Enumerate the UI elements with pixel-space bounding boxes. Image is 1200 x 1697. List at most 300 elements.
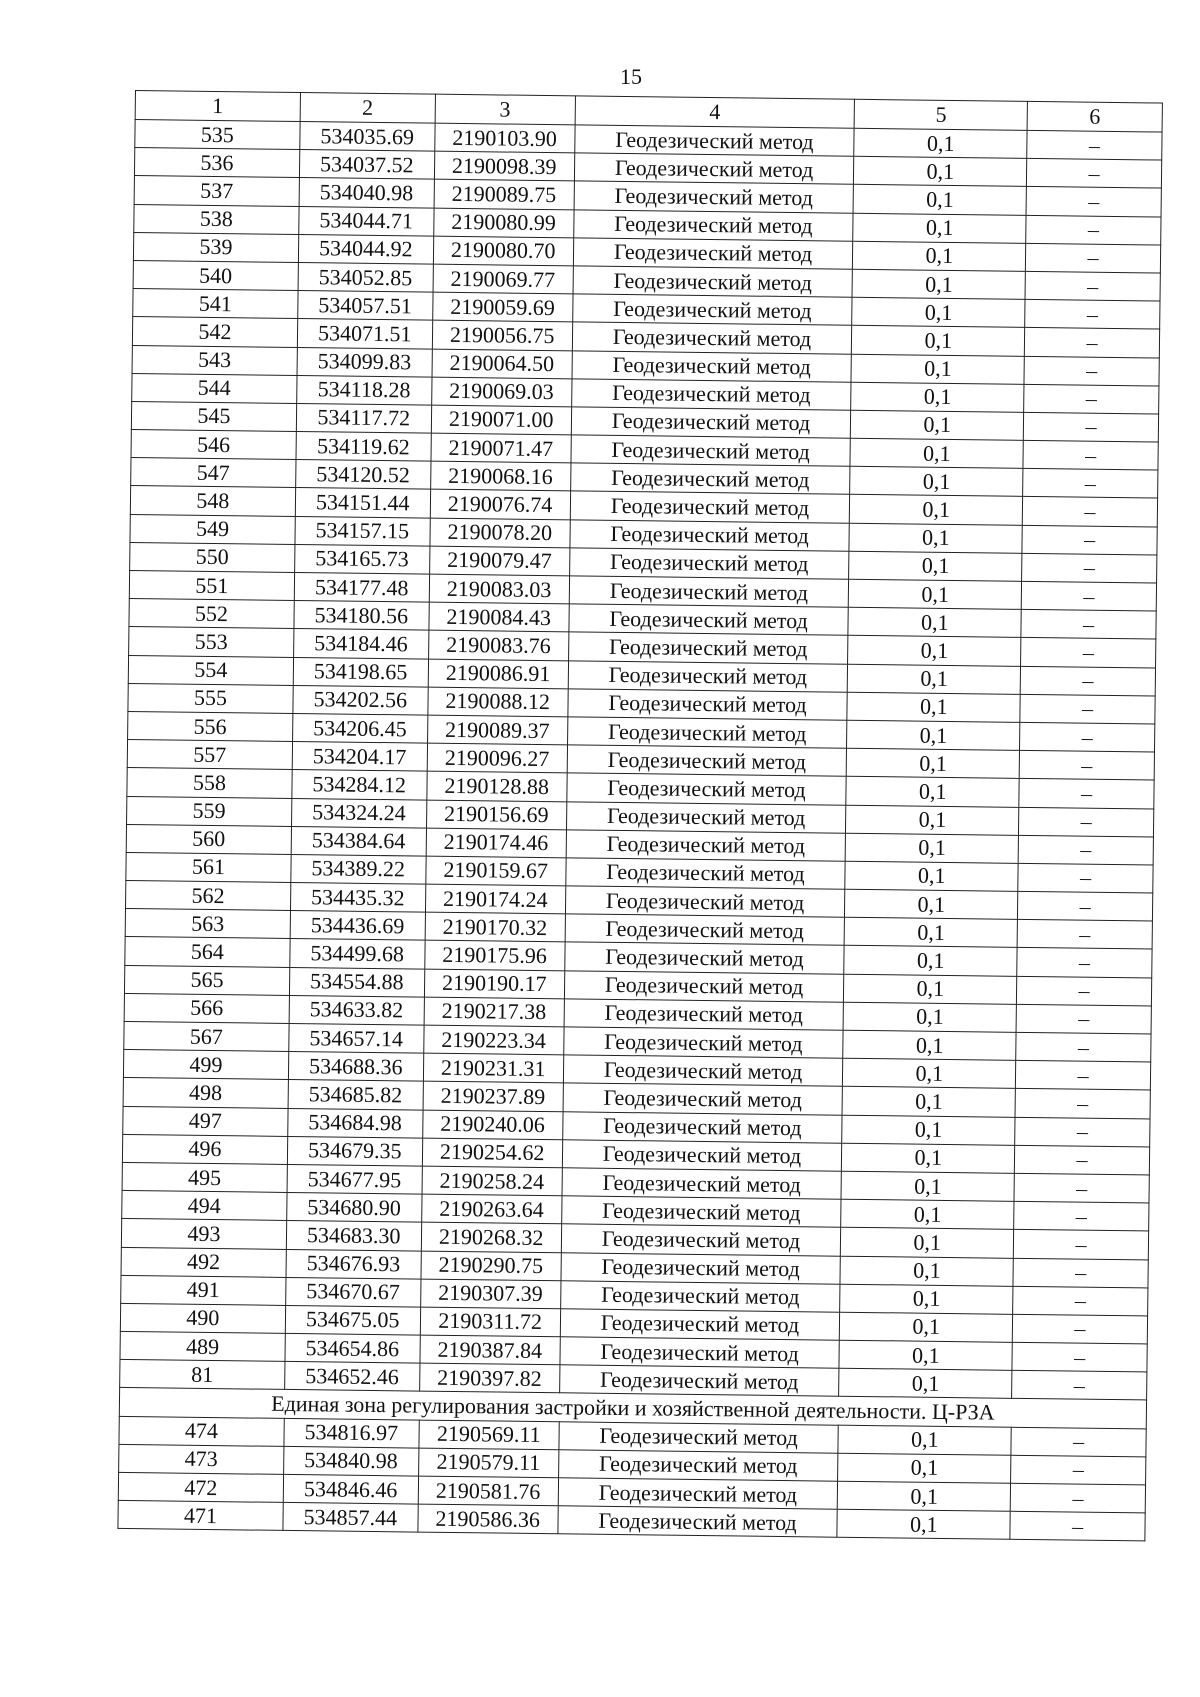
coord-y: 2190311.72 [420, 1307, 560, 1337]
coord-y: 2190579.11 [418, 1448, 558, 1478]
accuracy-cell: 0,1 [850, 467, 1023, 497]
method-cell: Геодезический метод [560, 1280, 840, 1312]
main-rows [120, 120, 1162, 1401]
point-number: 546 [131, 430, 296, 460]
accuracy-cell: 0,1 [843, 1058, 1016, 1088]
note-cell: – [1014, 1145, 1149, 1175]
coord-x: 534120.52 [295, 460, 430, 490]
coord-x: 534202.56 [293, 685, 428, 715]
method-cell: Геодезический метод [573, 266, 853, 298]
note-cell: – [1011, 1455, 1146, 1485]
method-cell: Геодезический метод [573, 238, 853, 270]
accuracy-cell: 0,1 [844, 974, 1017, 1004]
accuracy-cell: 0,1 [851, 410, 1024, 440]
point-number: 553 [129, 627, 294, 657]
coord-x: 534840.98 [283, 1446, 418, 1476]
accuracy-cell: 0,1 [841, 1228, 1014, 1258]
coord-y: 2190059.69 [432, 292, 572, 322]
accuracy-cell: 0,1 [839, 1368, 1012, 1398]
point-number: 566 [124, 993, 289, 1023]
coord-y: 2190086.91 [428, 659, 568, 689]
note-cell: – [1015, 1117, 1150, 1147]
coord-x: 534384.64 [291, 826, 426, 856]
coord-y: 2190175.96 [424, 941, 564, 971]
note-cell: – [1023, 412, 1158, 442]
note-cell: – [1021, 581, 1156, 611]
coord-y: 2190089.75 [434, 180, 574, 210]
accuracy-cell: 0,1 [849, 579, 1022, 609]
coord-y: 2190084.43 [429, 602, 569, 632]
coord-x: 534165.73 [294, 544, 429, 574]
accuracy-cell: 0,1 [838, 1453, 1011, 1483]
coord-y: 2190069.03 [431, 377, 571, 407]
coord-x: 534675.05 [285, 1305, 420, 1335]
accuracy-cell: 0,1 [847, 720, 1020, 750]
accuracy-cell: 0,1 [851, 382, 1024, 412]
note-cell: – [1026, 187, 1161, 217]
coord-y: 2190174.46 [426, 828, 566, 858]
point-number: 564 [125, 937, 290, 967]
coord-x: 534052.85 [298, 262, 433, 292]
method-cell: Геодезический метод [562, 1140, 842, 1172]
note-cell: – [1013, 1286, 1148, 1316]
coord-y: 2190581.76 [418, 1476, 558, 1506]
method-cell: Геодезический метод [566, 830, 846, 862]
coord-x: 534680.90 [286, 1193, 421, 1223]
method-cell: Геодезический метод [561, 1224, 841, 1256]
note-cell: – [1019, 807, 1154, 837]
method-cell: Геодезический метод [560, 1309, 840, 1341]
accuracy-cell: 0,1 [853, 241, 1026, 271]
coord-x: 534816.97 [284, 1418, 419, 1448]
accuracy-cell: 0,1 [852, 297, 1025, 327]
accuracy-cell: 0,1 [837, 1509, 1010, 1539]
note-cell: – [1026, 243, 1161, 273]
coord-y: 2190079.47 [429, 546, 569, 576]
coord-y: 2190083.76 [428, 631, 568, 661]
coord-y: 2190268.32 [421, 1222, 561, 1252]
coord-x: 534198.65 [293, 657, 428, 687]
point-number: 547 [131, 458, 296, 488]
method-cell: Геодезический метод [566, 801, 846, 833]
point-number: 562 [125, 881, 290, 911]
coord-x: 534435.32 [290, 883, 425, 913]
note-cell: – [1020, 666, 1155, 696]
coord-x: 534157.15 [295, 516, 430, 546]
note-cell: – [1014, 1201, 1149, 1231]
note-cell: – [1014, 1173, 1149, 1203]
coord-y: 2190064.50 [432, 349, 572, 379]
point-number: 490 [120, 1303, 285, 1333]
method-cell: Геодезический метод [570, 491, 850, 523]
coord-x: 534117.72 [296, 403, 431, 433]
method-cell: Геодезический метод [558, 1506, 838, 1538]
coord-x: 534389.22 [291, 854, 426, 884]
point-number: 491 [121, 1275, 286, 1305]
method-cell: Геодезический метод [564, 942, 844, 974]
method-cell: Геодезический метод [572, 322, 852, 354]
note-cell: – [1027, 130, 1162, 160]
note-cell: – [1024, 356, 1159, 386]
note-cell: – [1026, 215, 1161, 245]
point-number: 496 [122, 1134, 287, 1164]
method-cell: Геодезический метод [563, 1055, 843, 1087]
coord-y: 2190290.75 [421, 1251, 561, 1281]
note-cell: – [1024, 328, 1159, 358]
accuracy-cell: 0,1 [854, 128, 1027, 158]
method-cell: Геодезический метод [569, 548, 849, 580]
accuracy-cell: 0,1 [843, 1030, 1016, 1060]
method-cell: Геодезический метод [559, 1421, 839, 1453]
point-number: 552 [129, 599, 294, 629]
point-number: 538 [134, 204, 299, 234]
header-cell: 5 [854, 99, 1027, 130]
coord-x: 534177.48 [294, 572, 429, 602]
point-number: 498 [123, 1078, 288, 1108]
accuracy-cell: 0,1 [848, 607, 1021, 637]
method-cell: Геодезический метод [565, 886, 845, 918]
coord-x: 534284.12 [292, 770, 427, 800]
method-cell: Геодезический метод [564, 999, 844, 1031]
note-cell: – [1023, 440, 1158, 470]
point-number: 489 [120, 1331, 285, 1361]
point-number: 492 [121, 1247, 286, 1277]
note-cell: – [1017, 920, 1152, 950]
point-number: 548 [130, 486, 295, 516]
note-cell: – [1012, 1371, 1147, 1401]
accuracy-cell: 0,1 [851, 354, 1024, 384]
method-cell: Геодезический метод [565, 914, 845, 946]
coord-y: 2190089.37 [427, 715, 567, 745]
method-cell: Геодезический метод [568, 660, 848, 692]
method-cell: Геодезический метод [574, 153, 854, 185]
accuracy-cell: 0,1 [847, 692, 1020, 722]
coord-x: 534679.35 [287, 1136, 422, 1166]
point-number: 545 [131, 401, 296, 431]
point-number: 540 [133, 260, 298, 290]
note-cell: – [1012, 1314, 1147, 1344]
method-cell: Геодезический метод [569, 576, 849, 608]
accuracy-cell: 0,1 [852, 326, 1025, 356]
coord-x: 534035.69 [300, 122, 435, 152]
coord-y: 2190170.32 [425, 912, 565, 942]
point-number: 550 [130, 542, 295, 572]
point-number: 551 [129, 570, 294, 600]
header-cell: 2 [300, 93, 435, 124]
point-number: 472 [118, 1472, 283, 1502]
point-number: 558 [127, 768, 292, 798]
accuracy-cell: 0,1 [845, 861, 1018, 891]
note-cell: – [1027, 159, 1162, 189]
coord-y: 2190174.24 [425, 884, 565, 914]
coord-y: 2190068.16 [430, 461, 570, 491]
method-cell: Геодезический метод [572, 294, 852, 326]
zone-title: Единая зона регулирования застройки и хозяйственной деятельности. Ц-РЗА [119, 1388, 1146, 1429]
coord-x: 534676.93 [286, 1249, 421, 1279]
point-number: 559 [127, 796, 292, 826]
coord-y: 2190076.74 [430, 490, 570, 520]
note-cell: – [1016, 1004, 1151, 1034]
accuracy-cell: 0,1 [853, 213, 1026, 243]
point-number: 541 [133, 289, 298, 319]
note-cell: – [1023, 469, 1158, 499]
point-number: 563 [125, 909, 290, 939]
point-number: 471 [118, 1501, 283, 1531]
header-cell: 3 [435, 94, 575, 125]
coord-y: 2190397.82 [419, 1363, 559, 1393]
method-cell: Геодезический метод [572, 350, 852, 382]
method-cell: Геодезический метод [571, 379, 851, 411]
coord-y: 2190080.70 [433, 236, 573, 266]
coord-y: 2190071.00 [431, 405, 571, 435]
note-cell: – [1021, 610, 1156, 640]
coord-y: 2190231.31 [423, 1053, 563, 1083]
coord-y: 2190223.34 [423, 1025, 563, 1055]
point-number: 554 [128, 655, 293, 685]
method-cell: Геодезический метод [570, 519, 850, 551]
accuracy-cell: 0,1 [846, 805, 1019, 835]
method-cell: Геодезический метод [574, 181, 854, 213]
accuracy-cell: 0,1 [848, 636, 1021, 666]
accuracy-cell: 0,1 [853, 185, 1026, 215]
method-cell: Геодезический метод [565, 858, 845, 890]
coord-y: 2190254.62 [422, 1138, 562, 1168]
method-cell: Геодезический метод [574, 125, 854, 157]
coord-x: 534857.44 [283, 1503, 418, 1533]
coord-y: 2190159.67 [426, 856, 566, 886]
accuracy-cell: 0,1 [840, 1256, 1013, 1286]
note-cell: – [1013, 1230, 1148, 1260]
method-cell: Геодезический метод [571, 435, 851, 467]
coord-x: 534119.62 [296, 432, 431, 462]
point-number: 544 [132, 373, 297, 403]
accuracy-cell: 0,1 [838, 1481, 1011, 1511]
coord-y: 2190056.75 [432, 320, 572, 350]
coord-x: 534044.71 [299, 206, 434, 236]
accuracy-cell: 0,1 [841, 1199, 1014, 1229]
point-number: 539 [133, 232, 298, 262]
point-number: 81 [120, 1360, 285, 1390]
method-cell: Геодезический метод [558, 1450, 838, 1482]
note-cell: – [1017, 976, 1152, 1006]
header-cell: 1 [135, 91, 300, 122]
zone-rows [118, 1416, 1146, 1541]
coordinates-table [117, 90, 1163, 1542]
page-number: 15 [620, 64, 642, 89]
coord-y: 2190088.12 [428, 687, 568, 717]
point-number: 537 [134, 176, 299, 206]
note-cell: – [1022, 525, 1157, 555]
accuracy-cell: 0,1 [844, 946, 1017, 976]
coord-y: 2190258.24 [422, 1166, 562, 1196]
accuracy-cell: 0,1 [847, 748, 1020, 778]
coord-y: 2190128.88 [427, 771, 567, 801]
method-cell: Геодезический метод [558, 1478, 838, 1510]
note-cell: – [1025, 300, 1160, 330]
coord-x: 534670.67 [285, 1277, 420, 1307]
point-number: 495 [122, 1162, 287, 1192]
coord-y: 2190078.20 [430, 518, 570, 548]
note-cell: – [1018, 835, 1153, 865]
accuracy-cell: 0,1 [848, 664, 1021, 694]
accuracy-cell: 0,1 [850, 438, 1023, 468]
point-number: 556 [128, 711, 293, 741]
note-cell: – [1025, 271, 1160, 301]
note-cell: – [1016, 1061, 1151, 1091]
coord-y: 2190071.47 [431, 433, 571, 463]
method-cell: Геодезический метод [573, 209, 853, 241]
coord-y: 2190190.17 [424, 969, 564, 999]
coord-x: 534654.86 [285, 1333, 420, 1363]
method-cell: Геодезический метод [571, 407, 851, 439]
coord-y: 2190240.06 [422, 1110, 562, 1140]
method-cell: Геодезический метод [563, 1083, 843, 1115]
coord-x: 534204.17 [292, 742, 427, 772]
accuracy-cell: 0,1 [842, 1143, 1015, 1173]
coord-y: 2190069.77 [433, 264, 573, 294]
coord-y: 2190103.90 [434, 123, 574, 153]
method-cell: Геодезический метод [568, 632, 848, 664]
coord-x: 534057.51 [297, 291, 432, 321]
accuracy-cell: 0,1 [840, 1284, 1013, 1314]
method-cell: Геодезический метод [562, 1111, 842, 1143]
point-number: 542 [132, 317, 297, 347]
point-number: 560 [126, 824, 291, 854]
point-number: 473 [119, 1444, 284, 1474]
accuracy-cell: 0,1 [842, 1115, 1015, 1145]
note-cell: – [1017, 948, 1152, 978]
method-cell: Геодезический метод [561, 1252, 841, 1284]
coord-x: 534044.92 [298, 234, 433, 264]
coord-x: 534633.82 [289, 995, 424, 1025]
method-cell: Геодезический метод [562, 1168, 842, 1200]
point-number: 557 [127, 740, 292, 770]
note-cell: – [1010, 1483, 1145, 1513]
accuracy-cell: 0,1 [849, 551, 1022, 581]
note-cell: – [1013, 1258, 1148, 1288]
accuracy-cell: 0,1 [841, 1171, 1014, 1201]
accuracy-cell: 0,1 [843, 1002, 1016, 1032]
accuracy-cell: 0,1 [839, 1340, 1012, 1370]
point-number: 497 [123, 1106, 288, 1136]
accuracy-cell: 0,1 [845, 889, 1018, 919]
method-cell: Геодезический метод [567, 745, 847, 777]
method-cell: Геодезический метод [570, 463, 850, 495]
point-number: 474 [119, 1416, 284, 1446]
method-cell: Геодезический метод [560, 1337, 840, 1369]
coord-x: 534180.56 [294, 601, 429, 631]
header-cell: 6 [1027, 101, 1162, 132]
coord-y: 2190569.11 [419, 1420, 559, 1450]
coord-x: 534657.14 [289, 1023, 424, 1053]
coord-x: 534846.46 [283, 1474, 418, 1504]
note-cell: – [1020, 722, 1155, 752]
coord-y: 2190237.89 [423, 1081, 563, 1111]
coord-y: 2190156.69 [426, 800, 566, 830]
point-number: 561 [126, 852, 291, 882]
coord-y: 2190083.03 [429, 574, 569, 604]
accuracy-cell: 0,1 [852, 269, 1025, 299]
method-cell: Геодезический метод [566, 773, 846, 805]
method-cell: Геодезический метод [561, 1196, 841, 1228]
accuracy-cell: 0,1 [840, 1312, 1013, 1342]
note-cell: – [1021, 638, 1156, 668]
accuracy-cell: 0,1 [846, 833, 1019, 863]
coord-x: 534652.46 [284, 1362, 419, 1392]
coord-x: 534324.24 [291, 798, 426, 828]
method-cell: Геодезический метод [568, 689, 848, 721]
point-number: 567 [124, 1021, 289, 1051]
accuracy-cell: 0,1 [846, 777, 1019, 807]
point-number: 549 [130, 514, 295, 544]
accuracy-cell: 0,1 [838, 1425, 1011, 1455]
coord-x: 534554.88 [289, 967, 424, 997]
method-cell: Геодезический метод [559, 1365, 839, 1397]
point-number: 555 [128, 683, 293, 713]
coord-x: 534499.68 [290, 939, 425, 969]
coord-y: 2190080.99 [433, 208, 573, 238]
coord-y: 2190307.39 [420, 1279, 560, 1309]
coord-x: 534151.44 [295, 488, 430, 518]
coord-x: 534071.51 [297, 319, 432, 349]
coord-x: 534040.98 [299, 178, 434, 208]
note-cell: – [1018, 891, 1153, 921]
point-number: 499 [123, 1050, 288, 1080]
note-cell: – [1024, 384, 1159, 414]
method-cell: Геодезический метод [567, 717, 847, 749]
accuracy-cell: 0,1 [850, 495, 1023, 525]
coord-y: 2190263.64 [421, 1194, 561, 1224]
note-cell: – [1016, 1032, 1151, 1062]
accuracy-cell: 0,1 [849, 523, 1022, 553]
note-cell: – [1011, 1427, 1146, 1457]
note-cell: – [1020, 694, 1155, 724]
accuracy-cell: 0,1 [854, 156, 1027, 186]
note-cell: – [1022, 497, 1157, 527]
coord-x: 534206.45 [292, 713, 427, 743]
note-cell: – [1010, 1511, 1145, 1541]
note-cell: – [1015, 1089, 1150, 1119]
header-cell: 4 [575, 96, 855, 128]
coord-y: 2190387.84 [420, 1335, 560, 1365]
note-cell: – [1018, 863, 1153, 893]
coord-x: 534118.28 [296, 375, 431, 405]
coord-y: 2190217.38 [424, 997, 564, 1027]
coord-x: 534184.46 [293, 629, 428, 659]
method-cell: Геодезический метод [569, 604, 849, 636]
point-number: 535 [135, 120, 300, 150]
point-number: 543 [132, 345, 297, 375]
accuracy-cell: 0,1 [842, 1087, 1015, 1117]
note-cell: – [1019, 750, 1154, 780]
coord-x: 534037.52 [299, 150, 434, 180]
method-cell: Геодезический метод [564, 970, 844, 1002]
point-number: 493 [121, 1219, 286, 1249]
coord-x: 534683.30 [286, 1221, 421, 1251]
coord-x: 534677.95 [287, 1164, 422, 1194]
coord-x: 534436.69 [290, 911, 425, 941]
note-cell: – [1012, 1342, 1147, 1372]
coord-y: 2190586.36 [418, 1504, 558, 1534]
coord-x: 534684.98 [288, 1108, 423, 1138]
point-number: 494 [122, 1191, 287, 1221]
coord-x: 534099.83 [297, 347, 432, 377]
method-cell: Геодезический метод [563, 1027, 843, 1059]
coord-y: 2190098.39 [434, 151, 574, 181]
coord-x: 534688.36 [288, 1052, 423, 1082]
coord-y: 2190096.27 [427, 743, 567, 773]
accuracy-cell: 0,1 [845, 917, 1018, 947]
